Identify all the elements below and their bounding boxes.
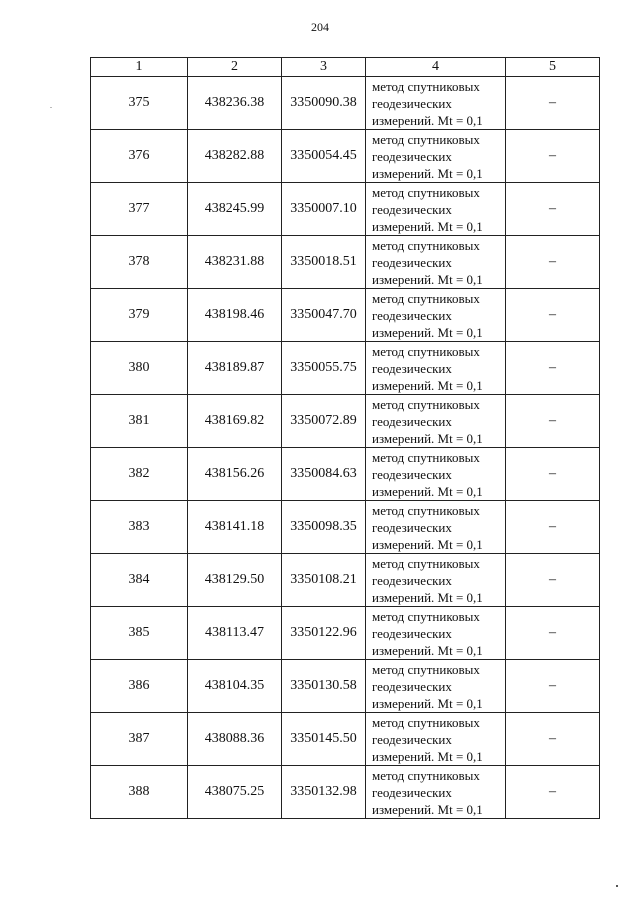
method-line: измерений. Mt = 0,1 bbox=[372, 536, 483, 552]
scan-artifact bbox=[50, 107, 52, 108]
method-line: метод спутниковых bbox=[372, 661, 480, 677]
method-line: метод спутниковых bbox=[372, 714, 480, 730]
method-line: геодезических bbox=[372, 413, 452, 429]
x-coordinate-cell: 438198.46 bbox=[188, 289, 282, 342]
method-line: геодезических bbox=[372, 148, 452, 164]
method-line: измерений. Mt = 0,1 bbox=[372, 324, 483, 340]
y-coordinate-cell: 3350122.96 bbox=[282, 607, 366, 660]
column-header: 5 bbox=[506, 58, 600, 77]
method-line: геодезических bbox=[372, 678, 452, 694]
x-coordinate-cell: 438088.36 bbox=[188, 713, 282, 766]
method-line: геодезических bbox=[372, 731, 452, 747]
method-line: измерений. Mt = 0,1 bbox=[372, 695, 483, 711]
method-line: измерений. Mt = 0,1 bbox=[372, 801, 483, 817]
note-cell: – bbox=[506, 607, 600, 660]
column-header: 3 bbox=[282, 58, 366, 77]
table-row bbox=[91, 236, 600, 289]
y-coordinate-cell: 3350090.38 bbox=[282, 77, 366, 130]
point-number-cell: 375 bbox=[91, 77, 188, 130]
method-line: метод спутниковых bbox=[372, 131, 480, 147]
table-row bbox=[91, 130, 600, 183]
method-line: геодезических bbox=[372, 625, 452, 641]
note-cell: – bbox=[506, 554, 600, 607]
method-line: метод спутниковых bbox=[372, 608, 480, 624]
table-row bbox=[91, 607, 600, 660]
x-coordinate-cell: 438141.18 bbox=[188, 501, 282, 554]
y-coordinate-cell: 3350084.63 bbox=[282, 448, 366, 501]
x-coordinate-cell: 438113.47 bbox=[188, 607, 282, 660]
method-line: измерений. Mt = 0,1 bbox=[372, 377, 483, 393]
method-line: геодезических bbox=[372, 201, 452, 217]
table-row bbox=[91, 183, 600, 236]
y-coordinate-cell: 3350072.89 bbox=[282, 395, 366, 448]
y-coordinate-cell: 3350098.35 bbox=[282, 501, 366, 554]
method-line: геодезических bbox=[372, 519, 452, 535]
scan-artifact bbox=[616, 885, 618, 887]
y-coordinate-cell: 3350054.45 bbox=[282, 130, 366, 183]
method-cell bbox=[366, 77, 506, 130]
point-number-cell: 385 bbox=[91, 607, 188, 660]
column-header: 2 bbox=[188, 58, 282, 77]
method-cell bbox=[366, 713, 506, 766]
y-coordinate-cell: 3350018.51 bbox=[282, 236, 366, 289]
x-coordinate-cell: 438156.26 bbox=[188, 448, 282, 501]
note-cell: – bbox=[506, 660, 600, 713]
table-row bbox=[91, 660, 600, 713]
method-line: измерений. Mt = 0,1 bbox=[372, 271, 483, 287]
method-cell bbox=[366, 289, 506, 342]
point-number-cell: 382 bbox=[91, 448, 188, 501]
y-coordinate-cell: 3350047.70 bbox=[282, 289, 366, 342]
point-number-cell: 381 bbox=[91, 395, 188, 448]
method-line: метод спутниковых bbox=[372, 396, 480, 412]
note-cell: – bbox=[506, 236, 600, 289]
method-line: метод спутниковых bbox=[372, 290, 480, 306]
method-line: метод спутниковых bbox=[372, 555, 480, 571]
y-coordinate-cell: 3350145.50 bbox=[282, 713, 366, 766]
x-coordinate-cell: 438245.99 bbox=[188, 183, 282, 236]
method-cell bbox=[366, 554, 506, 607]
x-coordinate-cell: 438231.88 bbox=[188, 236, 282, 289]
column-header: 1 bbox=[91, 58, 188, 77]
method-cell bbox=[366, 607, 506, 660]
point-number-cell: 376 bbox=[91, 130, 188, 183]
method-line: измерений. Mt = 0,1 bbox=[372, 483, 483, 499]
table-row bbox=[91, 501, 600, 554]
table-header-row bbox=[91, 58, 600, 77]
method-line: измерений. Mt = 0,1 bbox=[372, 430, 483, 446]
table-row bbox=[91, 289, 600, 342]
method-line: метод спутниковых bbox=[372, 449, 480, 465]
method-cell bbox=[366, 183, 506, 236]
table-row bbox=[91, 713, 600, 766]
method-cell bbox=[366, 130, 506, 183]
y-coordinate-cell: 3350007.10 bbox=[282, 183, 366, 236]
method-cell bbox=[366, 501, 506, 554]
note-cell: – bbox=[506, 342, 600, 395]
method-line: геодезических bbox=[372, 360, 452, 376]
method-line: метод спутниковых bbox=[372, 184, 480, 200]
y-coordinate-cell: 3350132.98 bbox=[282, 766, 366, 819]
table-row bbox=[91, 342, 600, 395]
method-line: геодезических bbox=[372, 466, 452, 482]
method-cell bbox=[366, 660, 506, 713]
method-cell bbox=[366, 342, 506, 395]
x-coordinate-cell: 438282.88 bbox=[188, 130, 282, 183]
method-line: геодезических bbox=[372, 572, 452, 588]
method-line: метод спутниковых bbox=[372, 343, 480, 359]
point-number-cell: 379 bbox=[91, 289, 188, 342]
method-line: измерений. Mt = 0,1 bbox=[372, 642, 483, 658]
x-coordinate-cell: 438104.35 bbox=[188, 660, 282, 713]
page-number: 204 bbox=[311, 20, 329, 34]
note-cell: – bbox=[506, 501, 600, 554]
method-line: измерений. Mt = 0,1 bbox=[372, 218, 483, 234]
table-row bbox=[91, 395, 600, 448]
column-header: 4 bbox=[366, 58, 506, 77]
note-cell: – bbox=[506, 77, 600, 130]
method-line: метод спутниковых bbox=[372, 502, 480, 518]
method-line: измерений. Mt = 0,1 bbox=[372, 165, 483, 181]
x-coordinate-cell: 438075.25 bbox=[188, 766, 282, 819]
method-line: измерений. Mt = 0,1 bbox=[372, 748, 483, 764]
note-cell: – bbox=[506, 130, 600, 183]
table-row bbox=[91, 77, 600, 130]
x-coordinate-cell: 438189.87 bbox=[188, 342, 282, 395]
method-line: метод спутниковых bbox=[372, 237, 480, 253]
y-coordinate-cell: 3350130.58 bbox=[282, 660, 366, 713]
note-cell: – bbox=[506, 766, 600, 819]
point-number-cell: 387 bbox=[91, 713, 188, 766]
method-line: метод спутниковых bbox=[372, 767, 480, 783]
note-cell: – bbox=[506, 183, 600, 236]
note-cell: – bbox=[506, 289, 600, 342]
method-line: измерений. Mt = 0,1 bbox=[372, 112, 483, 128]
y-coordinate-cell: 3350108.21 bbox=[282, 554, 366, 607]
table-row bbox=[91, 448, 600, 501]
table-row bbox=[91, 766, 600, 819]
method-cell bbox=[366, 395, 506, 448]
note-cell: – bbox=[506, 395, 600, 448]
x-coordinate-cell: 438236.38 bbox=[188, 77, 282, 130]
point-number-cell: 380 bbox=[91, 342, 188, 395]
method-line: измерений. Mt = 0,1 bbox=[372, 589, 483, 605]
point-number-cell: 384 bbox=[91, 554, 188, 607]
point-number-cell: 383 bbox=[91, 501, 188, 554]
point-number-cell: 388 bbox=[91, 766, 188, 819]
y-coordinate-cell: 3350055.75 bbox=[282, 342, 366, 395]
note-cell: – bbox=[506, 713, 600, 766]
method-cell bbox=[366, 448, 506, 501]
table-row bbox=[91, 554, 600, 607]
x-coordinate-cell: 438129.50 bbox=[188, 554, 282, 607]
method-line: геодезических bbox=[372, 254, 452, 270]
method-line: геодезических bbox=[372, 95, 452, 111]
point-number-cell: 378 bbox=[91, 236, 188, 289]
coordinates-table bbox=[90, 57, 600, 819]
method-line: геодезических bbox=[372, 784, 452, 800]
method-cell bbox=[366, 766, 506, 819]
method-line: геодезических bbox=[372, 307, 452, 323]
method-cell bbox=[366, 236, 506, 289]
note-cell: – bbox=[506, 448, 600, 501]
point-number-cell: 377 bbox=[91, 183, 188, 236]
x-coordinate-cell: 438169.82 bbox=[188, 395, 282, 448]
point-number-cell: 386 bbox=[91, 660, 188, 713]
method-line: метод спутниковых bbox=[372, 78, 480, 94]
